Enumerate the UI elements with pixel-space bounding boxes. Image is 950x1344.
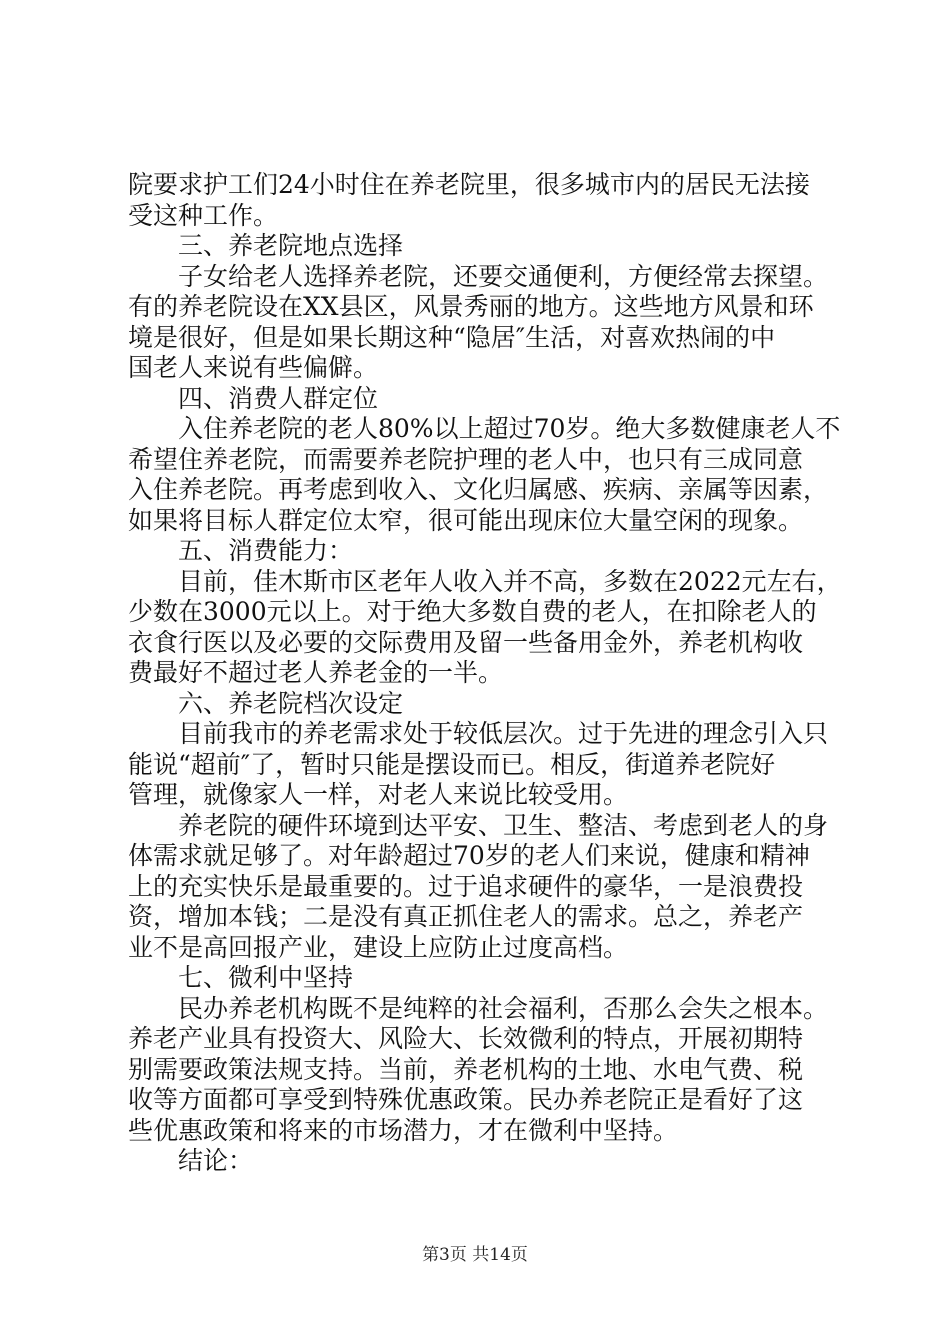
text-line: 子女给老人选择养老院，还要交通便利，方便经常去探望。 [178,261,829,291]
text-line: 资，增加本钱；二是没有真正抓住老人的需求。总之，养老产 [128,902,804,931]
page-number: 第3页 共14页 [422,1245,528,1265]
text-line: 别需要政策法规支持。当前，养老机构的土地、水电气费、税 [128,1054,804,1084]
text-line: 收等方面都可享受到特殊优惠政策。民办养老院正是看好了这 [128,1085,804,1114]
text-line: 六、养老院档次设定 [178,688,404,718]
text-line: 能说“超前″了，暂时只能是摆设而已。相反，街道养老院好 [128,749,776,779]
text-line: 目前，佳木斯市区老年人收入并不高，多数在2022元左右， [178,566,842,596]
text-line: 境是很好，但是如果长期这种“隐居″生活，对喜欢热闹的中 [128,322,776,352]
text-line: 少数在3000元以上。对于绝大多数自费的老人，在扣除老人的 [128,597,817,626]
text-line: 目前我市的养老需求处于较低层次。过于先进的理念引入只 [178,719,829,748]
text-line: 入住养老院。再考虑到收入、文化归属感、疾病、亲属等因素， [128,475,829,504]
text-line: 衣食行医以及必要的交际费用及留一些备用金外，养老机构收 [128,627,804,657]
text-line: 如果将目标人群定位太窄，很可能出现床位大量空闲的现象。 [128,505,804,535]
page-footer [0,1240,950,1265]
document-body [128,170,848,1177]
text-line: 受这种工作。 [128,200,279,230]
text-line: 些优惠政策和将来的市场潜力，才在微利中坚持。 [128,1115,679,1145]
text-line: 业不是高回报产业，建设上应防止过度高档。 [128,932,629,962]
text-line: 希望住养老院，而需要养老院护理的老人中，也只有三成同意 [128,444,804,474]
text-line: 体需求就足够了。对年龄超过70岁的老人们来说，健康和精神 [128,841,810,870]
text-line: 结论： [178,1146,254,1175]
text-line: 五、消费能力： [178,536,354,565]
text-line: 七、微利中坚持 [178,963,354,992]
text-line: 养老院的硬件环境到达平安、卫生、整洁、考虑到老人的身 [178,810,829,840]
text-line: 四、消费人群定位 [178,383,379,413]
text-line: 上的充实快乐是最重要的。过于追求硬件的豪华，一是浪费投 [128,871,804,901]
text-line: 有的养老院设在XX县区，风景秀丽的地方。这些地方风景和环 [128,292,814,321]
text-line: 民办养老机构既不是纯粹的社会福利，否那么会失之根本。 [178,993,829,1023]
text-line: 管理，就像家人一样，对老人来说比较受用。 [128,780,629,809]
text-line: 国老人来说有些偏僻。 [128,353,379,382]
text-line: 费最好不超过老人养老金的一半。 [128,658,504,687]
text-line: 养老产业具有投资大、风险大、长效微利的特点，开展初期特 [128,1024,804,1053]
text-line: 院要求护工们24小时住在养老院里，很多城市内的居民无法接 [128,170,810,199]
text-line: 三、养老院地点选择 [178,231,404,260]
text-line: 入住养老院的老人80%以上超过70岁。绝大多数健康老人不 [178,414,841,443]
